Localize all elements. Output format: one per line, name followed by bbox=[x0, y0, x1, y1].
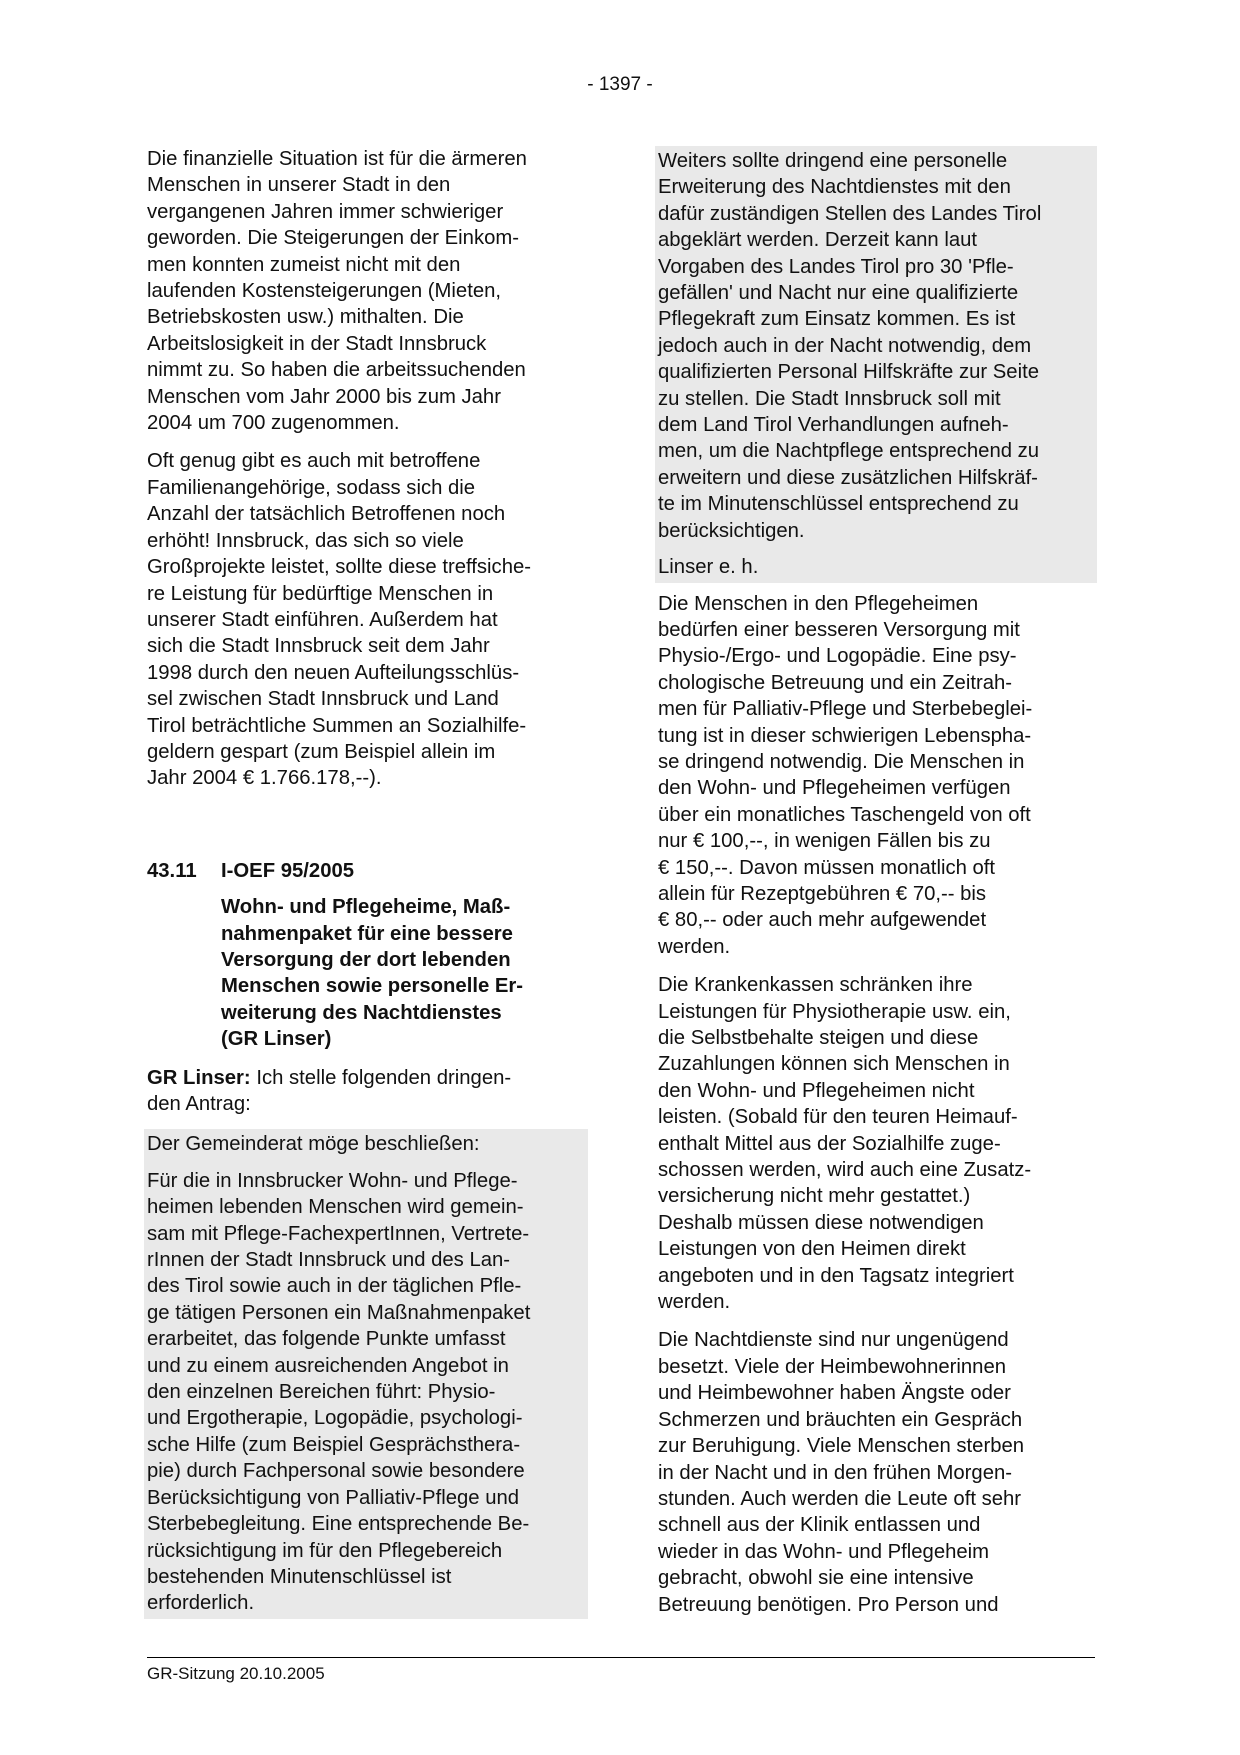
block-spacer bbox=[658, 583, 1098, 591]
right-column bbox=[658, 146, 1098, 1630]
paragraph-financial-situation: Die finanzielle Situation ist für die ärmeren Menschen in unserer Stadt in den vergangenen Jahren immer schwieriger geworden. Die Steigerungen der Einkom- men konnten zumeist nicht mit den laufenden Kostensteigerungen (Mieten, Betriebskosten usw.) mithalten. Die Arbeitslosigkeit in der Stadt Innsbruck nimmt zu. So haben die arbeitssuchenden Menschen vom Jahr 2000 bis zum Jahr 2004 um 700 zugenommen. bbox=[147, 148, 527, 435]
speaker-intro bbox=[147, 1065, 587, 1118]
speaker-intro-text: Ich stelle folgenden dringen- den Antrag: bbox=[147, 1066, 512, 1115]
section-code: I-OEF 95/2005 bbox=[221, 859, 355, 882]
motion-heading: Der Gemeinderat möge beschließen: bbox=[147, 1133, 480, 1156]
motion-box bbox=[144, 1129, 588, 1618]
page-number: - 1397 - bbox=[587, 74, 653, 95]
section-heading bbox=[147, 858, 587, 884]
signature-line: Linser e. h. bbox=[658, 556, 759, 579]
speaker-name: GR Linser: bbox=[147, 1066, 251, 1089]
section-43-11 bbox=[147, 858, 587, 1619]
motion-box-continued bbox=[655, 146, 1097, 583]
paragraph-care-homes: Die Menschen in den Pflegeheimen bedürfen einer besseren Versorgung mit Physio-/Ergo- und Logopädie. Eine psy- chologische Betreuung und ein Zeitrah- men für Palliativ-Pflege und Sterbebeglei- tung ist in dieser schwierigen Lebenspha- se dringend notwendig. Die Menschen in den Wohn- und Pflegeheimen verfügen über ein monatliches Taschengeld von oft nur € 100,--, in wenigen Fällen bis zu € 150,--. Davon müssen monatlich oft allein für Rezeptgebühren € 70,-- bis € 80,-- oder auch mehr aufgewendet werden. bbox=[658, 592, 1033, 958]
left-column bbox=[147, 146, 587, 1619]
paragraph-health-insurance: Die Krankenkassen schränken ihre Leistungen für Physiotherapie usw. ein, die Selbstbehalte steigen und diese Zuzahlungen können sich Menschen in den Wohn- und Pflegeheimen nicht leisten. (Sobald für den teuren Heimauf- enthalt Mittel aus der Sozialhilfe zuge- schossen werden, wird auch eine Zusatz- versicherung nicht mehr gestattet.) Deshalb müssen diese notwendigen Leistungen von den Heimen direkt angeboten und in den Tagsatz integriert werden. bbox=[658, 974, 1032, 1314]
section-title: Wohn- und Pflegeheime, Maß- nahmenpaket für eine bessere Versorgung der dort lebenden Menschen sowie personelle Er- weiterung des Nachtdienstes (GR Linser) bbox=[221, 896, 524, 1051]
paragraph-affected-relatives: Oft genug gibt es auch mit betroffene Familienangehörige, sodass sich die Anzahl der tatsächlich Betroffenen noch erhöht! Innsbruck, das sich so viele Großprojekte leistet, sollte diese treffsiche- re Leistung für bedürftige Menschen in unserer Stadt einführen. Außerdem hat sich die Stadt Innsbruck seit dem Jahr 1998 durch den neuen Aufteilungsschlüs- sel zwischen Stadt Innsbruck und Land Tirol beträchtliche Summen an Sozialhilfe- geldern gespart (zum Beispiel allein im Jahr 2004 € 1.766.178,--). bbox=[147, 450, 532, 790]
section-number: 43.11 bbox=[147, 859, 197, 882]
motion-text: Für die in Innsbrucker Wohn- und Pflege- heimen lebenden Menschen wird gemein- sam mit Pflege-FachexpertInnen, Vertrete- rInnen der Stadt Innsbruck und des Lan- des Tirol sowie auch in der täglichen Pfle- ge tätigen Personen ein Maßnahmenpaket erarbeitet, das folgende Punkte umfasst und zu einem ausreichenden Angebot in den einzelnen Bereichen führt: Physio- und Ergotherapie, Logopädie, psychologi- sche Hilfe (zum Beispiel Gesprächsthera- pie) durch Fachpersonal sowie besondere Berücksichtigung von Palliativ-Pflege und Sterbebegleitung. Eine entsprechende Be- rücksichtigung im für den Pflegebereich bestehenden Minutenschlüssel ist erforderlich. bbox=[147, 1169, 531, 1615]
paragraph-night-service: Weiters sollte dringend eine personelle Erweiterung des Nachtdienstes mit den dafür zuständigen Stellen des Landes Tirol abgeklärt werden. Derzeit kann laut Vorgaben des Landes Tirol pro 30 'Pfle- gefällen' und Nacht nur eine qualifizierte Pflegekraft zum Einsatz kommen. Es ist jedoch auch in der Nacht notwendig, dem qualifizierten Personal Hilfskräfte zur Seite zu stellen. Die Stadt Innsbruck soll mit dem Land Tirol Verhandlungen aufneh- men, um die Nachtpflege entsprechend zu erweitern und diese zusätzlichen Hilfskräf- te im Minutenschlüssel entsprechend zu berücksichtigen. bbox=[658, 150, 1042, 542]
paragraph-night-shifts: Die Nachtdienste sind nur ungenügend besetzt. Viele der Heimbewohnerinnen und Heimbewohner haben Ängste oder Schmerzen und bräuchten ein Gespräch zur Beruhigung. Viele Menschen sterben in der Nacht und in den frühen Morgen- stunden. Auch werden die Leute oft sehr schnell aus der Klinik entlassen und wieder in das Wohn- und Pflegeheim gebracht, obwohl sie eine intensive Betreuung benötigen. Pro Person und bbox=[658, 1329, 1025, 1616]
footer-session-date: GR-Sitzung 20.10.2005 bbox=[147, 1664, 325, 1683]
footer-divider bbox=[147, 1657, 1095, 1658]
